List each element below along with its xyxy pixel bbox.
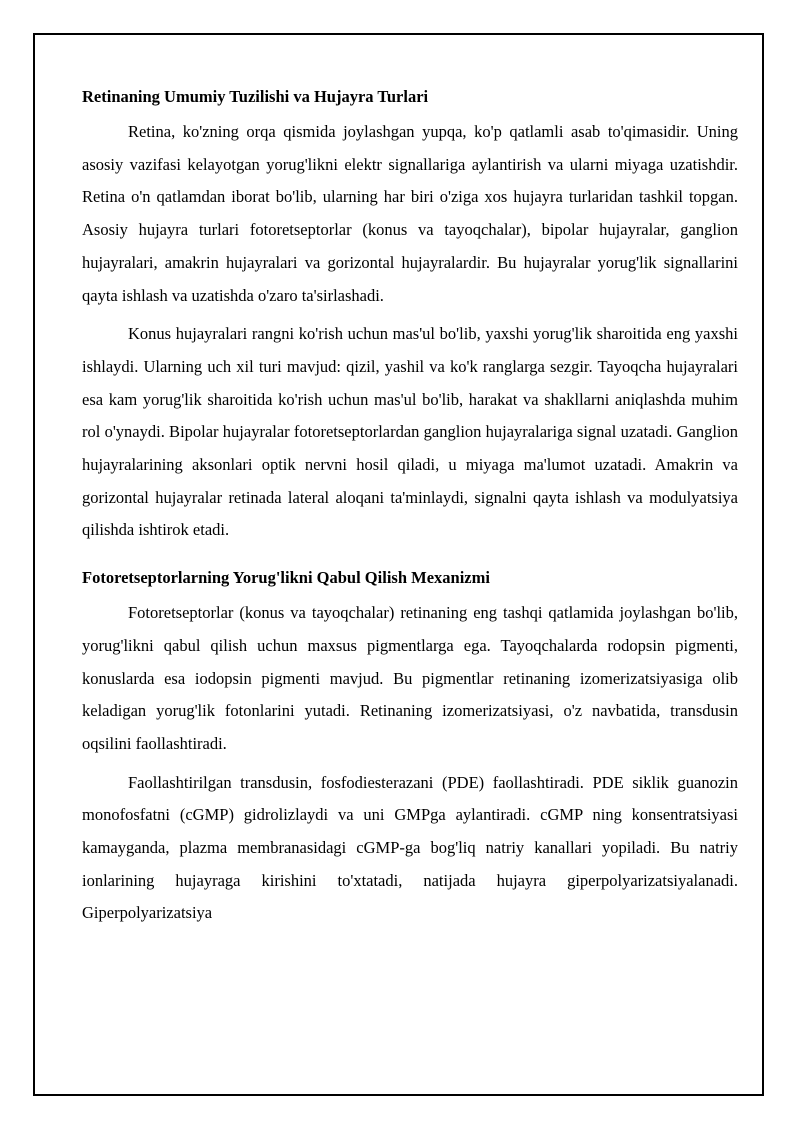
paragraph-photoreceptor-pigments: Fotoretseptorlar (konus va tayoqchalar) retinaning eng tashqi qatlamida joylashgan bo'lib, yorug'likni qabul qilish uchun maxsus pigmentlarga ega. Tayoqchalarda rodopsin pigmenti, konuslarda esa iodopsin pigmenti mavjud. Bu pigmentlar retinaning izomerizatsiyasiga olib keladigan yorug'lik fotonlarini yutadi. Retinaning izomerizatsiyasi, o'z navbatida, transdusin oqsilini faollashtiradi. — [82, 603, 738, 753]
document-body — [82, 86, 738, 936]
section-heading-photoreceptor-mechanism: Fotoretseptorlarning Yorug'likni Qabul Qilish Mexanizmi — [82, 568, 490, 588]
paragraph-retina-overview: Retina, ko'zning orqa qismida joylashgan yupqa, ko'p qatlamli asab to'qimasidir. Uning asosiy vazifasi kelayotgan yorug'likni elektr signallariga aylantirish va ularni miyaga uzatishdir. Retina o'n qatlamdan iborat bo'lib, ularning har biri o'ziga xos hujayra turlaridan tashkil topgan. Asosiy hujayra turlari fotoretseptorlar (konus va tayoqchalar), bipolar hujayralar, ganglion hujayralari, amakrin hujayralari va gorizontal hujayralardir. Bu hujayralar yorug'lik signallarini qayta ishlash va uzatishda o'zaro ta'sirlashadi. — [82, 122, 738, 305]
section-heading-retina-structure: Retinaning Umumiy Tuzilishi va Hujayra Turlari — [82, 87, 429, 106]
paragraph-cone-rod-cells: Konus hujayralari rangni ko'rish uchun mas'ul bo'lib, yaxshi yorug'lik sharoitida eng yaxshi ishlaydi. Ularning uch xil turi mavjud: qizil, yashil va ko'k ranglarga sezgir. Tayoqcha hujayralari esa kam yorug'lik sharoitida ko'rish uchun mas'ul bo'lib, harakat va shakllarni aniqlashda muhim rol o'ynaydi. Bipolar hujayralar fotoretseptorlardan ganglion hujayralariga signal uzatadi. Ganglion hujayralarining aksonlari optik nervni hosil qiladi, u miyaga ma'lumot uzatadi. Amakrin va gorizontal hujayralar retinada lateral aloqani ta'minlaydi, signalni qayta ishlash va modulyatsiya qilishda ishtirok etadi. — [82, 324, 738, 540]
paragraph-transducin-cascade: Faollashtirilgan transdusin, fosfodiesterazani (PDE) faollashtiradi. PDE siklik guanozin monofosfatni (cGMP) gidrolizlaydi va uni GMPga aylantiradi. cGMP ning konsentratsiyasi kamayganda, plazma membranasidagi cGMP-ga bog'liq natriy kanallari yopiladi. Bu natriy ionlarining hujayraga kirishini to'xtatadi, natijada hujayra giperpolyarizatsiyalanadi. Giperpolyarizatsiya — [82, 772, 738, 923]
